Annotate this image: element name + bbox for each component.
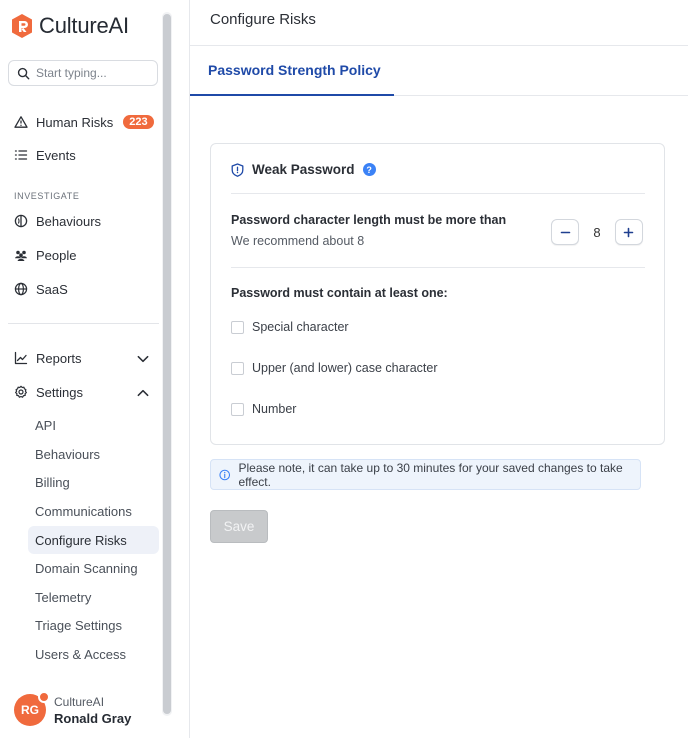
info-note bbox=[210, 459, 641, 490]
settings-item-communications[interactable]: Communications bbox=[35, 503, 132, 519]
search-box[interactable] bbox=[8, 60, 158, 86]
page-header bbox=[190, 0, 688, 46]
checkbox-box[interactable] bbox=[231, 321, 244, 334]
nav-label-reports: Reports bbox=[36, 350, 82, 366]
plus-icon bbox=[623, 227, 634, 238]
checkbox-label: Upper (and lower) case character bbox=[252, 361, 438, 375]
nav-item-settings[interactable] bbox=[8, 377, 158, 407]
chevron-up-icon bbox=[136, 386, 150, 400]
card-divider bbox=[231, 193, 645, 194]
nav-item-human-risks[interactable] bbox=[8, 107, 158, 137]
section-label-investigate: INVESTIGATE bbox=[14, 191, 80, 201]
nav-label-people: People bbox=[36, 247, 77, 263]
settings-item-telemetry[interactable]: Telemetry bbox=[35, 589, 92, 605]
nav-label-events: Events bbox=[36, 147, 76, 163]
globe-icon bbox=[14, 282, 28, 296]
card-header bbox=[231, 162, 376, 177]
decrement-button[interactable] bbox=[551, 219, 579, 245]
human-risks-count-badge: 223 bbox=[123, 115, 153, 129]
settings-item-billing[interactable]: Billing bbox=[35, 474, 70, 490]
user-name: Ronald Gray bbox=[54, 710, 132, 726]
checkbox-special-character[interactable] bbox=[231, 320, 349, 334]
warning-triangle-icon bbox=[14, 115, 28, 129]
search-input[interactable] bbox=[36, 66, 146, 80]
checkbox-box[interactable] bbox=[231, 403, 244, 416]
chart-icon bbox=[14, 351, 28, 365]
nav-label-human-risks: Human Risks bbox=[36, 114, 114, 130]
help-icon[interactable]: ? bbox=[363, 163, 376, 176]
checkbox-label: Number bbox=[252, 402, 297, 416]
nav-item-behaviours[interactable] bbox=[8, 206, 158, 236]
contain-rule-title: Password must contain at least one: bbox=[231, 286, 448, 300]
tab-password-strength-policy[interactable]: Password Strength Policy bbox=[190, 46, 394, 96]
checkbox-label: Special character bbox=[252, 320, 349, 334]
search-icon bbox=[17, 67, 30, 80]
length-value[interactable]: 8 bbox=[593, 224, 601, 240]
sidebar-scrollbar-thumb[interactable] bbox=[163, 14, 171, 714]
chevron-down-icon bbox=[136, 352, 150, 366]
avatar-status-dot bbox=[38, 691, 50, 703]
minus-icon bbox=[560, 227, 571, 238]
settings-item-users-access[interactable]: Users & Access bbox=[35, 646, 127, 662]
settings-item-configure-risks[interactable]: Configure Risks bbox=[28, 526, 159, 554]
info-icon bbox=[219, 469, 230, 481]
nav-label-saas: SaaS bbox=[36, 281, 68, 297]
settings-item-behaviours[interactable]: Behaviours bbox=[35, 446, 101, 462]
nav-item-reports[interactable] bbox=[8, 343, 158, 373]
brand-name: CultureAI bbox=[39, 13, 129, 38]
sidebar bbox=[0, 0, 190, 738]
tab-bar bbox=[190, 46, 688, 96]
user-info bbox=[54, 695, 131, 726]
nav-item-people[interactable] bbox=[8, 240, 158, 270]
length-rule-hint: We recommend about 8 bbox=[231, 234, 365, 248]
avatar bbox=[14, 694, 46, 726]
card-title: Weak Password bbox=[252, 162, 355, 177]
behaviours-icon bbox=[14, 214, 28, 228]
checkbox-number[interactable] bbox=[231, 402, 296, 416]
nav-item-saas[interactable] bbox=[8, 274, 158, 304]
gear-icon bbox=[14, 385, 28, 399]
page-title: Configure Risks bbox=[210, 11, 316, 28]
user-org: CultureAI bbox=[54, 694, 105, 709]
avatar-initials: RG bbox=[21, 703, 39, 717]
nav-item-events[interactable] bbox=[8, 140, 158, 170]
weak-password-card bbox=[210, 143, 665, 445]
nav-label-behaviours: Behaviours bbox=[36, 213, 102, 229]
list-icon bbox=[14, 148, 28, 162]
checkbox-upper-lower-case[interactable] bbox=[231, 361, 438, 375]
settings-item-domain-scanning[interactable]: Domain Scanning bbox=[35, 560, 138, 576]
info-note-text: Please note, it can take up to 30 minutes for your saved changes to take effect. bbox=[238, 460, 623, 489]
sidebar-divider bbox=[8, 323, 159, 324]
save-button[interactable]: Save bbox=[210, 510, 268, 543]
settings-item-triage-settings[interactable]: Triage Settings bbox=[35, 617, 122, 633]
culture-ai-logo-icon bbox=[11, 13, 33, 39]
user-profile[interactable] bbox=[14, 694, 131, 726]
card-divider bbox=[231, 267, 645, 268]
checkbox-box[interactable] bbox=[231, 362, 244, 375]
people-icon bbox=[14, 248, 28, 262]
nav-label-settings: Settings bbox=[36, 384, 83, 400]
settings-item-api[interactable]: API bbox=[35, 417, 56, 433]
length-rule-title: Password character length must be more than bbox=[231, 213, 507, 227]
increment-button[interactable] bbox=[615, 219, 643, 245]
brand[interactable] bbox=[11, 13, 129, 39]
main-content bbox=[190, 0, 688, 738]
shield-icon bbox=[231, 163, 244, 177]
length-stepper bbox=[551, 218, 643, 246]
